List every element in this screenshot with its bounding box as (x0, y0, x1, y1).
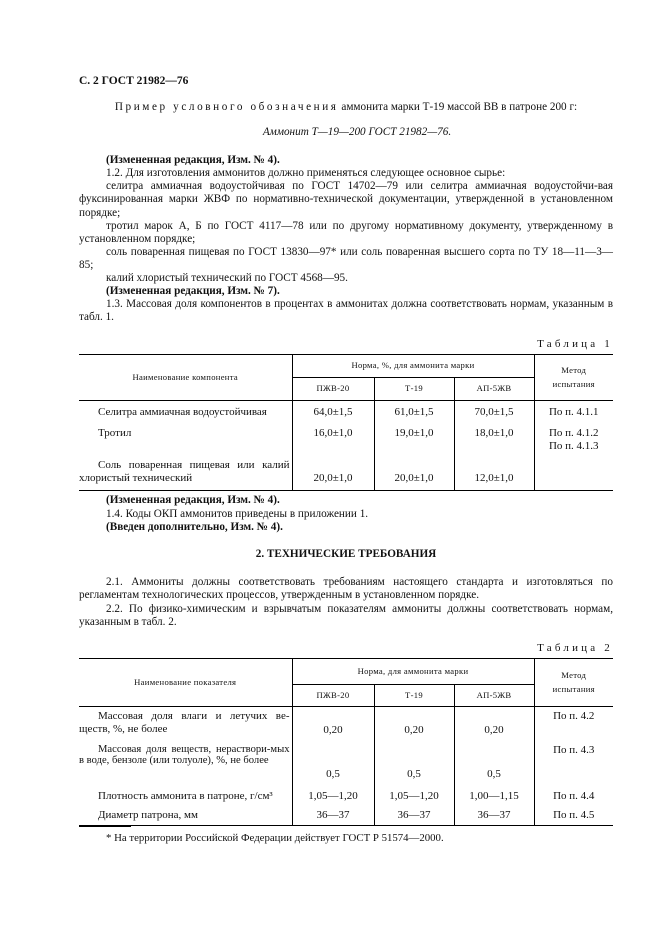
component-name: Тротил (79, 421, 292, 455)
norm-value: 64,0±1,5 (292, 401, 374, 421)
revision-note: (Измененная редакция, Изм. № 7). (106, 285, 280, 297)
components-table (79, 354, 613, 491)
norm-value: 36—37 (374, 805, 454, 826)
grade-header: Т-19 (374, 378, 454, 401)
norm-value: 36—37 (454, 805, 534, 826)
test-method (534, 454, 613, 490)
indicator-name: Массовая доля влаги и летучих ве-ществ, %, не более (79, 707, 292, 739)
test-method: По п. 4.5 (553, 808, 595, 821)
footnote-divider (79, 826, 131, 827)
norm-value: 20,0±1,0 (374, 454, 454, 490)
component-name: Соль поваренная пищевая или калий хлористый технический (79, 454, 292, 490)
norm-value: 70,0±1,5 (454, 401, 534, 421)
paragraph-2-1: 2.1. Аммониты должны соответствовать требованиям настоящего стандарта и изготовляться по регламентам технологических процессов, утвержденным в установленном порядке. (79, 576, 613, 602)
table-row (79, 454, 613, 490)
section-title: 2. ТЕХНИЧЕСКИЕ ТРЕБОВАНИЯ (255, 548, 437, 560)
indicator-name: Плотность аммонита в патроне, г/см³ (79, 783, 292, 805)
grade-header: ПЖВ-20 (292, 378, 374, 401)
grade-header: ПЖВ-20 (292, 685, 374, 707)
table-row (79, 805, 613, 826)
grade-header: Т-19 (374, 685, 454, 707)
example-spaced-label: Пример условного обозначения (114, 101, 339, 113)
table-row (79, 707, 613, 739)
indicator-name: Массовая доля веществ, нераствори-мых в воде, бензоле (или толуоле), %, не более (79, 739, 292, 783)
table-caption: Таблица 1 (537, 338, 613, 350)
footnote: * На территории Российской Федерации действует ГОСТ Р 51574—2000. (106, 832, 444, 844)
test-method-line: По п. 4.1.3 (548, 439, 599, 452)
norm-value: 16,0±1,0 (292, 421, 374, 455)
raw-material-item: соль поваренная пищевая по ГОСТ 13830—97* или соль поваренная высшего сорта по ТУ 18—11—3—85; (79, 246, 613, 272)
table-caption: Таблица 2 (537, 642, 613, 654)
indicators-table (79, 658, 613, 826)
raw-material-item: тротил марок А, Б по ГОСТ 4117—78 или по другому нормативному документу, утвержденному в установленном порядке; (79, 220, 613, 246)
test-method (534, 421, 613, 455)
raw-material-item: калий хлористый технический по ГОСТ 4568—95. (106, 272, 348, 284)
norm-value: 1,05—1,20 (374, 783, 454, 805)
test-method: По п. 4.4 (553, 790, 595, 803)
paragraph-1-4: 1.4. Коды ОКП аммонитов приведены в приложении 1. (106, 508, 369, 520)
column-header: Норма, для аммонита марки (292, 659, 534, 685)
designation-example (79, 101, 613, 114)
test-method: По п. 4.1.1 (548, 406, 599, 419)
paragraph-1-3: 1.3. Массовая доля компонентов в процентах в аммонитах должна соответствовать нормам, указанным в табл. 1. (79, 298, 613, 324)
norm-value: 0,5 (374, 739, 454, 783)
norm-value: 0,20 (374, 707, 454, 739)
norm-value: 12,0±1,0 (454, 454, 534, 490)
example-text: аммонита марки Т-19 массой ВВ в патроне 200 г: (338, 101, 578, 113)
norm-value: 1,00—1,15 (454, 783, 534, 805)
norm-value: 18,0±1,0 (454, 421, 534, 455)
norm-value: 0,20 (454, 707, 534, 739)
grade-header: АП-5ЖВ (454, 685, 534, 707)
column-header: Метод испытания (534, 659, 613, 707)
column-header: Метод испытания (534, 355, 613, 401)
revision-note: (Измененная редакция, Изм. № 4). (106, 494, 280, 506)
norm-value: 20,0±1,0 (292, 454, 374, 490)
designation-formula: Аммонит Т—19—200 ГОСТ 21982—76. (262, 126, 452, 138)
table-row (79, 401, 613, 421)
norm-value: 36—37 (292, 805, 374, 826)
norm-value: 1,05—1,20 (292, 783, 374, 805)
column-header: Наименование компонента (79, 355, 292, 401)
column-header: Наименование показателя (79, 659, 292, 707)
indicator-name: Диаметр патрона, мм (79, 805, 292, 826)
norm-value: 0,5 (292, 739, 374, 783)
grade-header: АП-5ЖВ (454, 378, 534, 401)
raw-material-item: селитра аммиачная водоустойчивая по ГОСТ 14702—79 или селитра аммиачная водоустойчи-вая фуксинированная марки ЖВФ по нормативно-технической документации, утвержденной в установленном порядке; (79, 180, 613, 219)
table-row (79, 421, 613, 455)
table-row (79, 739, 613, 783)
table-row (79, 783, 613, 805)
revision-note: (Введен дополнительно, Изм. № 4). (106, 521, 283, 533)
test-method: По п. 4.3 (553, 743, 595, 756)
test-method-line: По п. 4.1.2 (548, 426, 599, 439)
test-method: По п. 4.2 (553, 710, 595, 722)
column-header: Норма, %, для аммонита марки (292, 355, 534, 378)
paragraph-2-2: 2.2. По физико-химическим и взрывчатым показателям аммониты должны соответствовать нормам, указанным в табл. 2. (79, 603, 613, 629)
norm-value: 19,0±1,0 (374, 421, 454, 455)
norm-value: 0,20 (292, 707, 374, 739)
page-header: С. 2 ГОСТ 21982—76 (79, 75, 189, 87)
norm-value: 0,5 (454, 739, 534, 783)
component-name: Селитра аммиачная водоустойчивая (79, 401, 292, 421)
paragraph-1-2: 1.2. Для изготовления аммонитов должно применяться следующее основное сырье: (106, 167, 506, 179)
revision-note: (Измененная редакция, Изм. № 4). (106, 154, 280, 166)
norm-value: 61,0±1,5 (374, 401, 454, 421)
